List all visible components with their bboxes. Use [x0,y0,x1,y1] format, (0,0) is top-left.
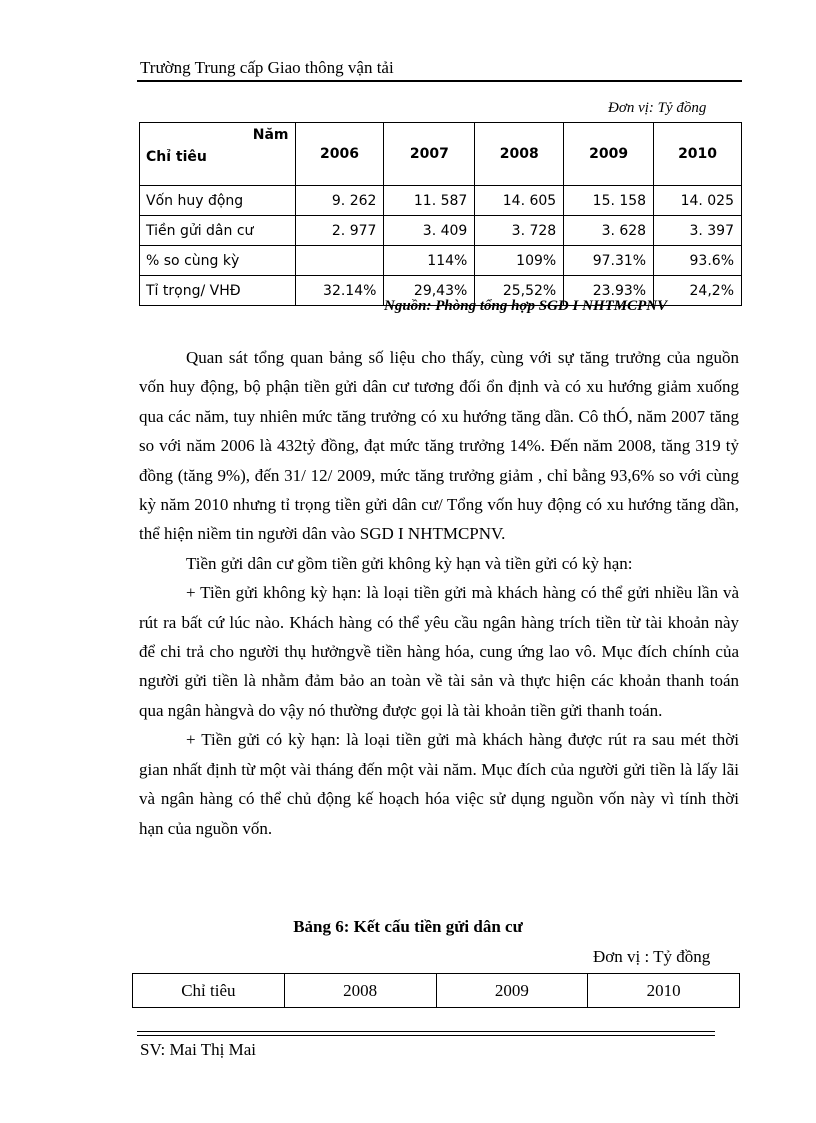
header-rule [137,80,742,82]
row-label: Tỉ trọng/ VHĐ [140,276,296,306]
year-header: 2009 [564,123,654,186]
footer-rule [137,1031,715,1032]
footer-rule [137,1035,715,1036]
table-cell: 25,52% [475,276,564,306]
table-row [140,246,742,276]
paragraph: + Tiền gửi không kỳ hạn: là loại tiền gửi mà khách hàng có thể gửi nhiều lần và rút ra bất cứ lúc nào. Khách hàng có thể yêu cầu ngân hàng trích tiền từ tài khoản này để chi trả cho người thụ hưởngvề tiền hàng hóa, cung ứng lao vô. Mục đích chính của người gửi tiền là nhằm đảm bảo an toàn về tài sản và thực hiện các khoản thanh toán qua ngân hàngvà do vậy nó thường được gọi là tài khoản tiền gửi thanh toán. [139,583,739,720]
header-cell: 2009 [436,974,588,1008]
table-cell: 93.6% [654,246,742,276]
table-cell: 32.14% [295,276,384,306]
table-cell: 3. 409 [384,216,475,246]
table-cell: 24,2% [654,276,742,306]
body-text [139,343,739,843]
row-label: Vốn huy động [140,186,296,216]
year-header: 2006 [295,123,384,186]
table-cell: 14. 605 [475,186,564,216]
table-header-row [133,974,740,1008]
header-cell: Chỉ tiêu [133,974,285,1008]
corner-year-label: Năm [252,127,289,143]
table-cell: 97.31% [564,246,654,276]
table-source-note: Nguồn: Phòng tổng hợp SGD I NHTMCPNV [384,298,668,314]
table-cell: 29,43% [384,276,475,306]
page-header: Trường Trung cấp Giao thông vận tải [140,58,394,77]
table-cell: 11. 587 [384,186,475,216]
paragraph: Tiền gửi dân cư gồm tiền gửi không kỳ hạn và tiền gửi có kỳ hạn: [186,553,633,573]
table-cell: 114% [384,246,475,276]
table-row [140,216,742,246]
header-cell: 2008 [284,974,436,1008]
row-label: % so cùng kỳ [140,246,296,276]
corner-cell [140,123,296,186]
year-header: 2010 [654,123,742,186]
deposit-structure-table [132,973,740,1008]
paragraph: + Tiền gửi có kỳ hạn: là loại tiền gửi mà khách hàng được rút ra sau mét thời gian nhất định từ một vài tháng đến một vài năm. Mục đích của người gửi tiền là lấy lãi và ngân hàng có thể chủ động kế hoạch hóa việc sử dụng nguồn vốn này vì tính thời hạn của nguồn vốn. [139,730,739,838]
table-cell: 109% [475,246,564,276]
table2-caption: Bảng 6: Kết cấu tiền gửi dân cư [293,917,523,936]
table-header-row [140,123,742,186]
table-cell: 15. 158 [564,186,654,216]
year-header: 2007 [384,123,475,186]
corner-indicator-label: Chỉ tiêu [146,149,207,165]
row-label: Tiền gửi dân cư [140,216,296,246]
table-cell: 23.93% [564,276,654,306]
table2-unit: Đơn vị : Tỷ đồng [593,947,711,966]
table-cell [295,246,384,276]
table-cell: 3. 397 [654,216,742,246]
header-cell: 2010 [588,974,740,1008]
table-cell: 14. 025 [654,186,742,216]
table-cell: 3. 628 [564,216,654,246]
table-cell: 9. 262 [295,186,384,216]
table-row [140,186,742,216]
table1-unit: Đơn vị: Tỷ đồng [608,100,707,116]
year-header: 2008 [475,123,564,186]
paragraph: Quan sát tổng quan bảng số liệu cho thấy, cùng với sự tăng trưởng của nguồn vốn huy động, bộ phận tiền gửi dân cư tương đối ổn định và có xu hướng giảm xuống qua các năm, tuy nhiên mức tăng trưởng có xu hướng tăng dần. Cô thÓ, năm 2007 tăng so với năm 2006 là 432tỷ đồng, đạt mức tăng trưởng 14%. Đến năm 2008, tăng 319 tỷ đồng (tăng 9%), đến 31/ 12/ 2009, mức tăng trưởng giảm , chỉ bằng 93,6% so với cùng kỳ năm 2010 nhưng tỉ trọng tiền gửi dân cư/ Tổng vốn huy động có xu hướng tăng dần, thể hiện niềm tin người dân vào SGD I NHTMCPNV. [139,348,739,544]
page-footer: SV: Mai Thị Mai [140,1040,257,1059]
deposit-table [139,122,742,306]
table-cell: 2. 977 [295,216,384,246]
table-cell: 3. 728 [475,216,564,246]
